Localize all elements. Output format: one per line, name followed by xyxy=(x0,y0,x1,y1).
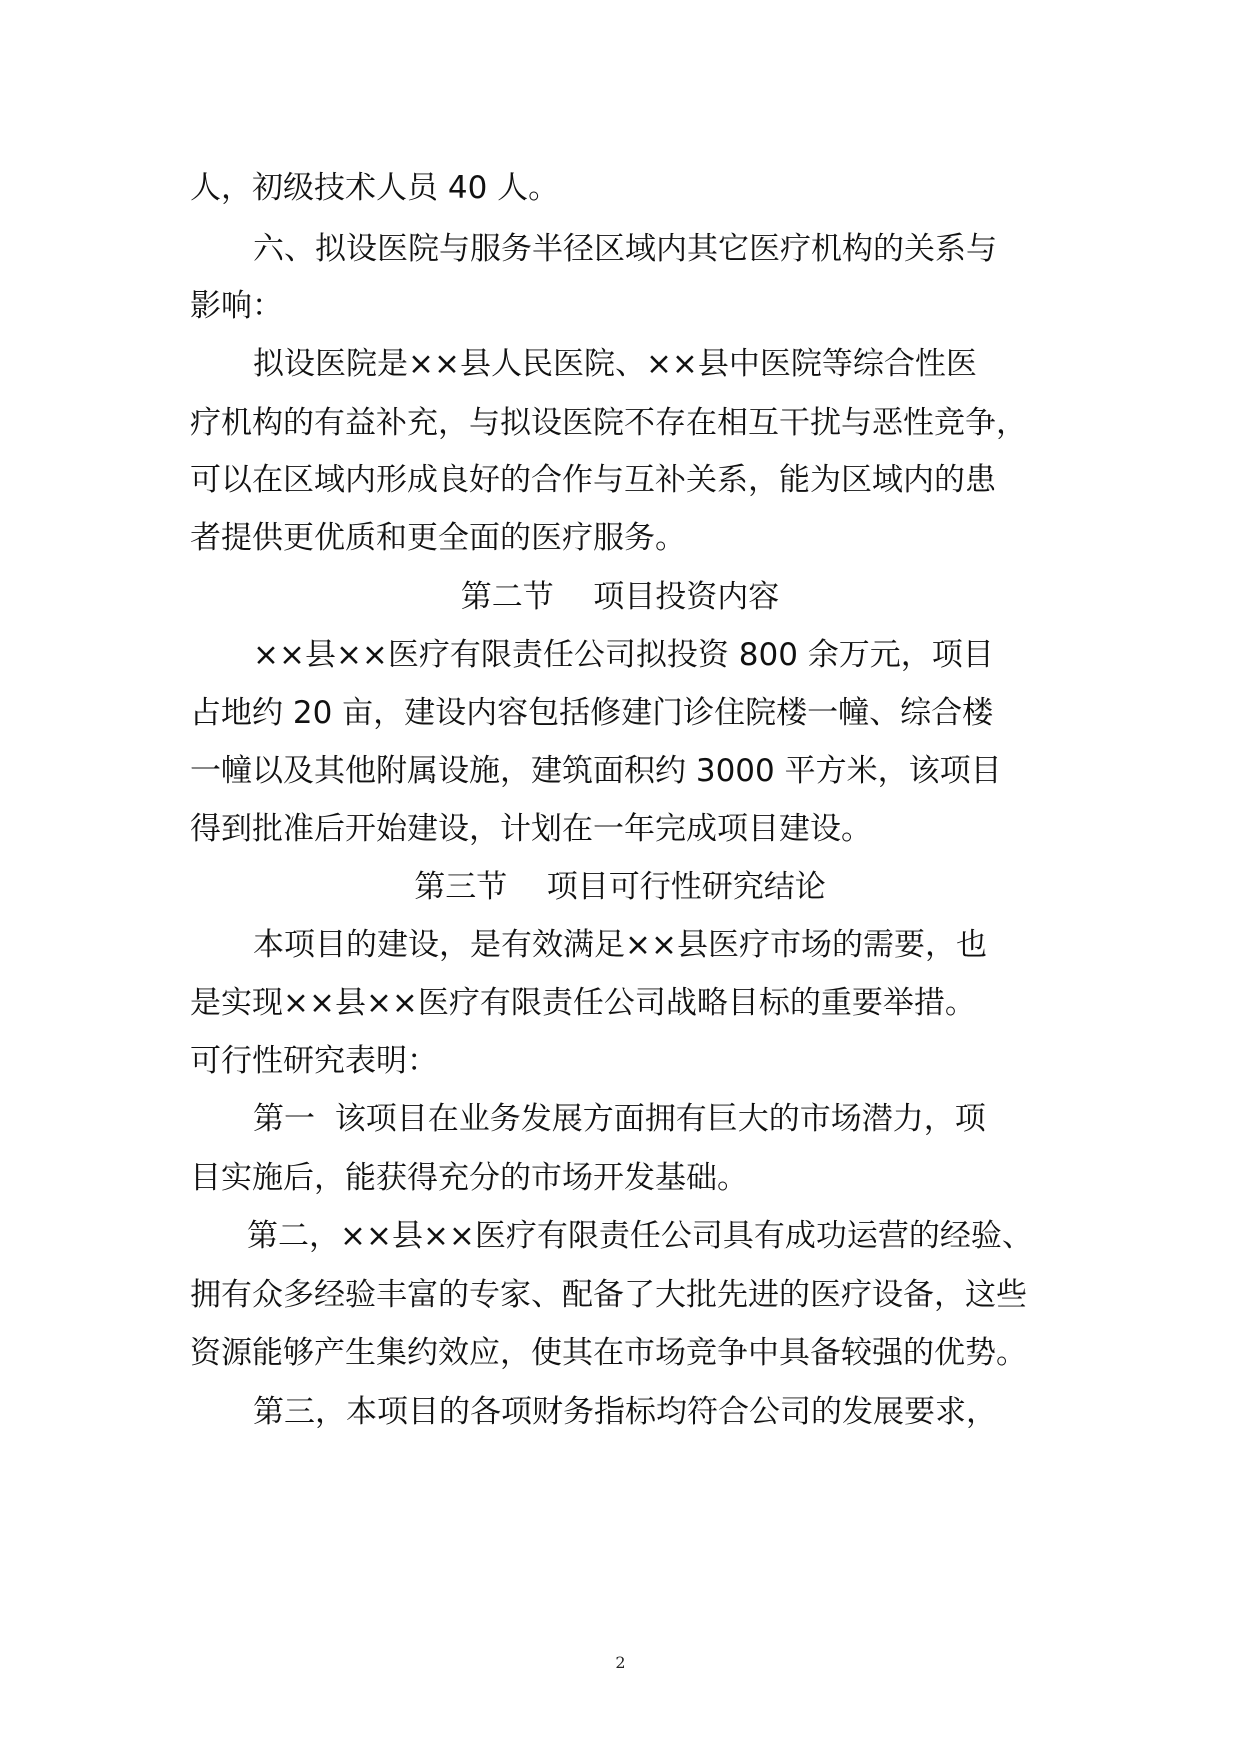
section-heading-2: 第二节 项目投资内容 xyxy=(460,579,780,615)
section-heading-six: 六、拟设医院与服务半径区域内其它医疗机构的关系与 xyxy=(253,231,997,267)
body-text-line: 一幢以及其他附属设施，建筑面积约 3000 平方米，该项目 xyxy=(190,753,1002,789)
body-text-line: 第三，本项目的各项财务指标均符合公司的发展要求， xyxy=(253,1394,997,1430)
body-text-line: 拥有众多经验丰富的专家、配备了大批先进的医疗设备，这些 xyxy=(190,1277,1027,1313)
body-text-line: 得到批准后开始建设，计划在一年完成项目建设。 xyxy=(190,811,872,847)
body-text-line: 占地约 20 亩，建设内容包括修建门诊住院楼一幢、综合楼 xyxy=(190,695,994,731)
body-text-line: 人，初级技术人员 40 人。 xyxy=(190,170,560,206)
body-text-line: ××县××医疗有限责任公司拟投资 800 余万元，项目 xyxy=(253,637,994,673)
body-text-line: 本项目的建设，是有效满足××县医疗市场的需要，也 xyxy=(253,927,987,963)
body-text-line: 拟设医院是××县人民医院、××县中医院等综合性医 xyxy=(253,346,977,382)
body-text-line: 疗机构的有益补充，与拟设医院不存在相互干扰与恶性竞争， xyxy=(190,405,1027,441)
body-text-line: 资源能够产生集约效应，使其在市场竞争中具备较强的优势。 xyxy=(190,1335,1027,1371)
body-text-line: 目实施后，能获得充分的市场开发基础。 xyxy=(190,1160,748,1196)
body-text-line: 可行性研究表明： xyxy=(190,1043,438,1079)
body-text-line: 第二，××县××医疗有限责任公司具有成功运营的经验、 xyxy=(247,1218,1033,1254)
body-text-line: 可以在区域内形成良好的合作与互补关系，能为区域内的患 xyxy=(190,462,996,498)
page-number: 2 xyxy=(615,1653,626,1672)
body-text-line: 是实现××县××医疗有限责任公司战略目标的重要举措。 xyxy=(190,985,976,1021)
section-heading-3: 第三节 项目可行性研究结论 xyxy=(414,869,826,905)
body-text-line: 者提供更优质和更全面的医疗服务。 xyxy=(190,520,686,556)
body-text-line: 第一 该项目在业务发展方面拥有巨大的市场潜力，项 xyxy=(253,1101,986,1137)
body-text-line: 影响： xyxy=(190,288,283,324)
